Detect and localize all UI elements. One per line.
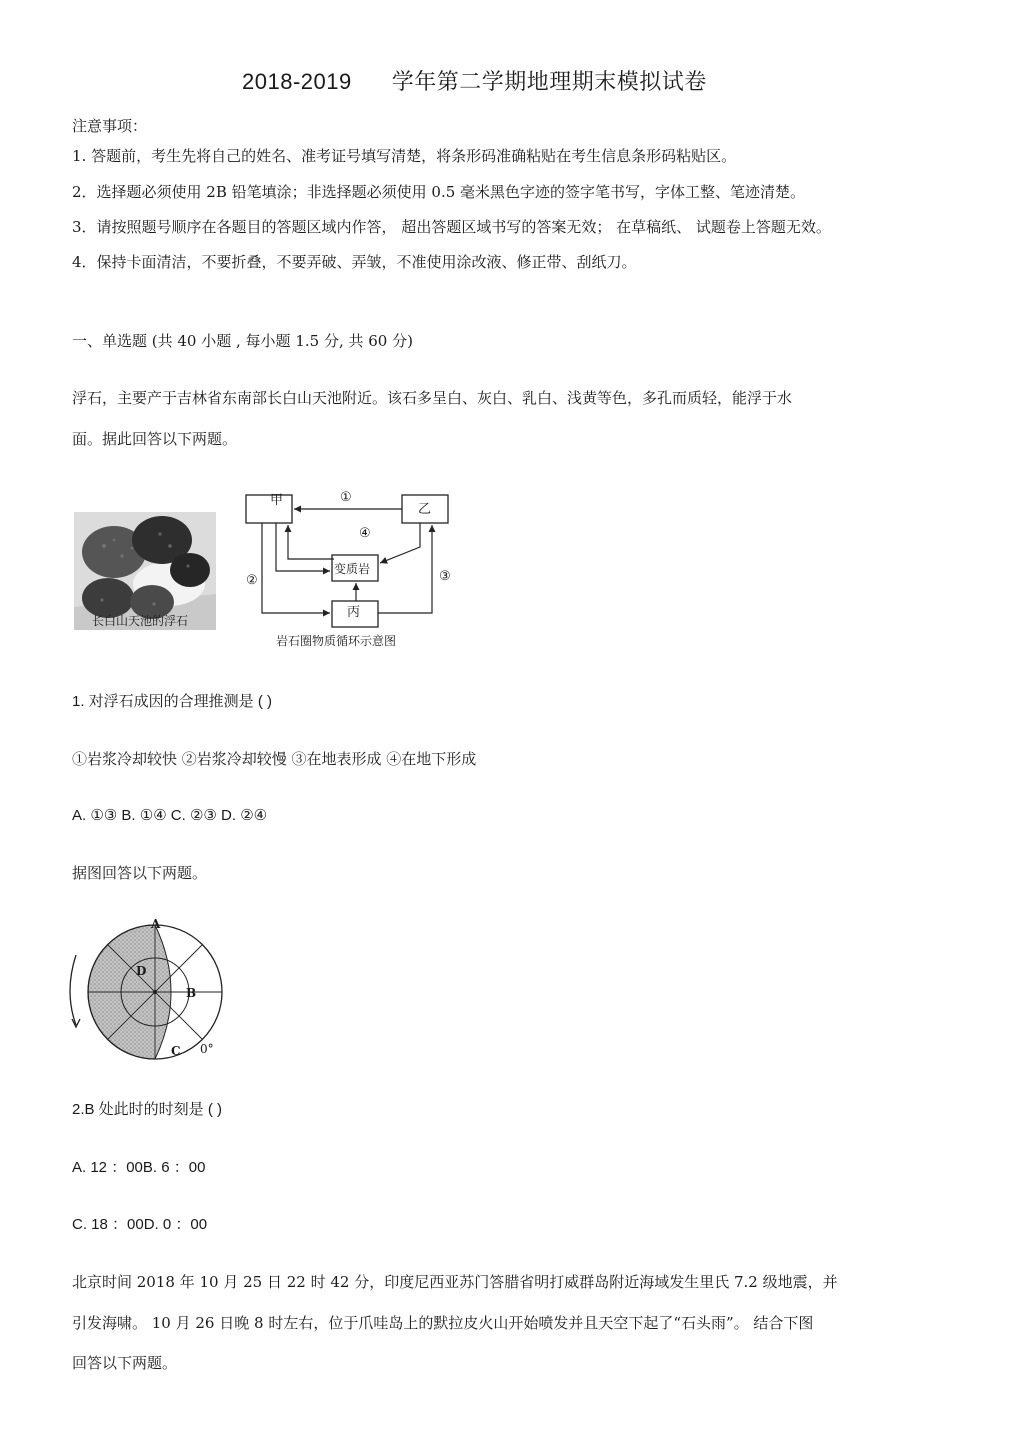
arrow3-label: ③ — [439, 569, 451, 584]
passage1-line2: 面。据此回答以下两题。 — [72, 430, 238, 448]
passage3-line3: 回答以下两题。 — [72, 1354, 178, 1372]
q2-options-cd: C. 18 ：00D. 0 ：00 — [72, 1216, 208, 1233]
q2-options-ab: A. 12 ：00B. 6 ：00 — [72, 1159, 206, 1176]
arrow4-label: ④ — [359, 526, 371, 541]
title-text: 学年第二学期地理期末模拟试卷 — [391, 69, 707, 94]
box-jia-label: 甲 — [270, 493, 284, 508]
box-bianzhiyan-label: 变质岩 — [334, 562, 371, 576]
passage3-line1: 北京时间 2018 年 10 月 25 日 22 时 42 分，印度尼西亚苏门答腊省明打威群岛附近海域发生里氏 7.2 级地震，并 — [72, 1273, 838, 1291]
notice-item-3: 3．请按照题号顺序在各题目的答题区域内作答， 超出答题区域书写的答案无效； 在草稿纸、 试题卷上答题无效。 — [72, 218, 831, 236]
passage1-line1: 浮石，主要产于吉林省东南部长白山天池附近。该石多呈白、灰白、乳白、浅黄等色，多孔而质轻，能浮于水 — [72, 389, 793, 407]
arrow2-label: ② — [246, 573, 258, 588]
passage2: 据图回答以下两题。 — [72, 864, 208, 882]
q2-stem: 2.B 处此时的时刻是 ( ) — [72, 1101, 223, 1118]
label-D: D — [136, 964, 147, 978]
label-C: C — [171, 1044, 181, 1058]
section-heading: 一、单选题 (共 40 小题 , 每小题 1.5 分, 共 60 分) — [72, 332, 413, 350]
photo-caption: 长白山天池的浮石 — [92, 614, 189, 628]
pumice-photo — [74, 512, 216, 630]
notice-item-4: 4．保持卡面清洁，不要折叠，不要弄破、弄皱，不准使用涂改液、修正带、刮纸刀。 — [72, 253, 637, 271]
q1-answers: A. ①③ B. ①④ C. ②③ D. ②④ — [72, 807, 268, 824]
title-year: 2018-2019 — [242, 69, 352, 94]
box-bing-label: 丙 — [347, 605, 361, 620]
notice-heading: 注意事项： — [72, 117, 148, 135]
q1-options: ①岩浆冷却较快 ②岩浆冷却较慢 ③在地表形成 ④在地下形成 — [72, 750, 477, 768]
passage3-line2: 引发海啸。 10 月 26 日晚 8 时左右，位于爪哇岛上的默拉皮火山开始喷发并且天空下起了“石头雨”。 结合下图 — [72, 1314, 814, 1332]
box-jia — [246, 495, 292, 523]
q1-stem: 1. 对浮石成因的合理推测是 ( ) — [72, 693, 273, 710]
diagram-caption: 岩石圈物质循环示意图 — [276, 634, 397, 648]
label-B: B — [186, 986, 197, 1000]
label-0-degree: 0° — [200, 1042, 214, 1056]
page-title — [242, 68, 707, 96]
box-yi-label: 乙 — [418, 502, 432, 517]
notice-item-2: 2．选择题必须使用 2B 铅笔填涂；非选择题必须使用 0.5 毫米黑色字迹的签字笔书写，字体工整、笔迹清楚。 — [72, 183, 806, 201]
label-A: A — [151, 917, 161, 931]
notice-item-1: 1. 答题前，考生先将自己的姓名、准考证号填写清楚，将条形码准确粘贴在考生信息条形码粘贴区。 — [72, 147, 737, 165]
arrow1-label: ① — [340, 490, 352, 505]
